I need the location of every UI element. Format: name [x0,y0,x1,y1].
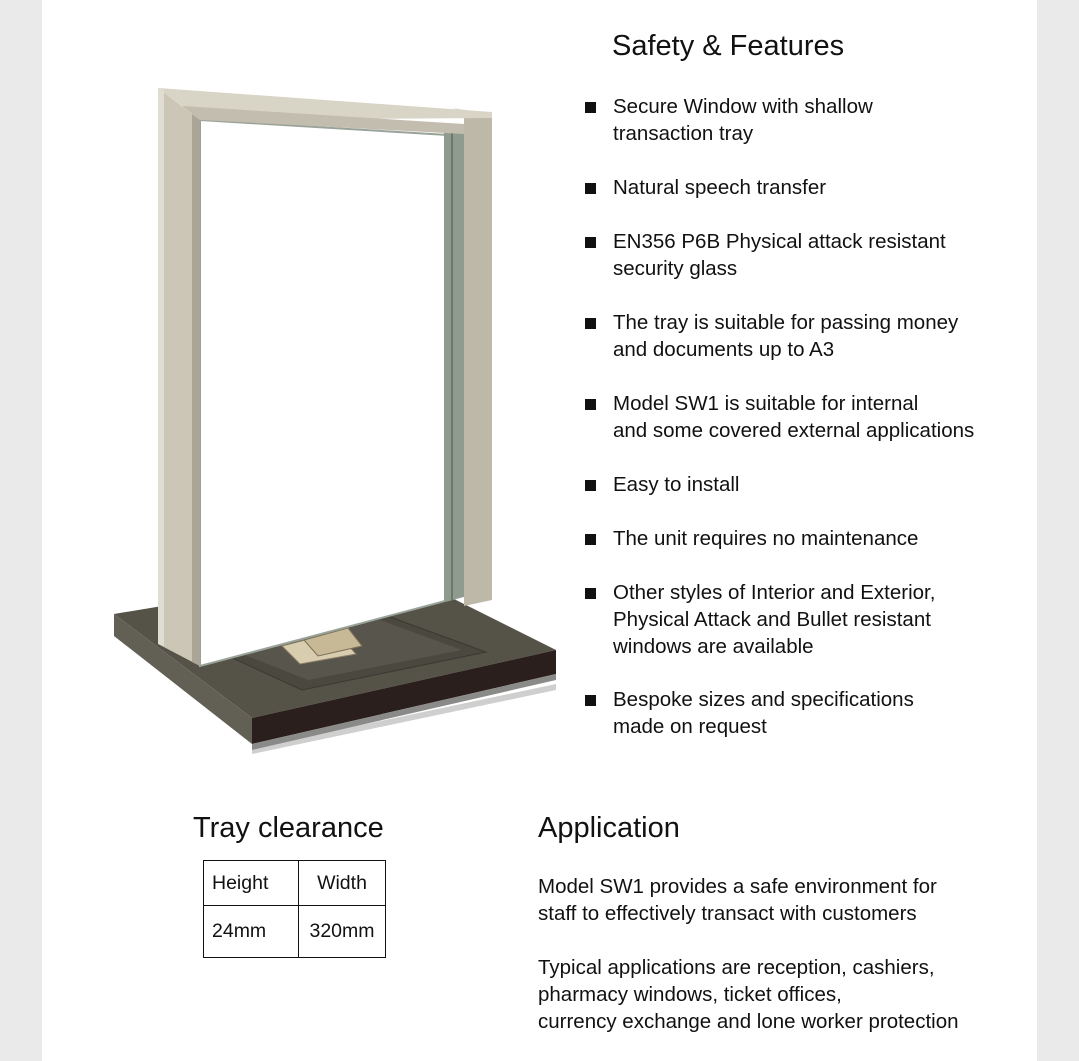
feature-text: EN356 P6B Physical attack resistant [613,230,946,253]
feature-text: Other styles of Interior and Exterior, [613,581,936,604]
application-title: Application [538,812,680,844]
feature-text: security glass [613,257,738,280]
application-text: pharmacy windows, ticket offices, [538,983,842,1006]
square-bullet-icon [585,102,596,113]
feature-text: The tray is suitable for passing money [613,311,959,334]
width-header: Width [299,861,386,906]
feature-text: The unit requires no maintenance [613,527,919,550]
features-title: Safety & Features [612,30,845,62]
square-bullet-icon [585,534,596,545]
width-value: 320mm [299,906,386,958]
feature-text: Model SW1 is suitable for internal [613,392,919,415]
feature-text: Natural speech transfer [613,176,827,199]
feature-item [582,525,1022,552]
table-row [204,906,386,958]
application-paragraph [538,873,1018,927]
square-bullet-icon [585,480,596,491]
application-text: staff to effectively transact with customers [538,902,917,925]
application-text: Typical applications are reception, cashiers, [538,956,935,979]
feature-item [582,228,1022,282]
feature-item [582,93,1022,147]
feature-text: Easy to install [613,473,740,496]
security-window-product-image [112,84,560,756]
tray-clearance-table [203,860,386,958]
application-text: currency exchange and lone worker protection [538,1010,959,1033]
feature-item [582,390,1022,444]
square-bullet-icon [585,183,596,194]
features-list [582,93,1022,740]
feature-text: made on request [613,715,767,738]
application-text: Model SW1 provides a safe environment for [538,875,937,898]
feature-item [582,471,1022,498]
feature-text: Bespoke sizes and specifications [613,688,914,711]
feature-item [582,686,1022,740]
feature-text: and some covered external applications [613,419,975,442]
feature-text: and documents up to A3 [613,338,835,361]
height-value: 24mm [204,906,299,958]
feature-text: Secure Window with shallow [613,95,873,118]
tray-clearance-title: Tray clearance [193,812,384,844]
application-paragraph [538,954,1018,1035]
feature-item [582,309,1022,363]
feature-item [582,174,1022,201]
square-bullet-icon [585,318,596,329]
feature-item [582,579,1022,660]
square-bullet-icon [585,237,596,248]
square-bullet-icon [585,695,596,706]
square-bullet-icon [585,588,596,599]
table-header-row [204,861,386,906]
feature-text: transaction tray [613,122,754,145]
feature-text: windows are available [613,635,814,658]
square-bullet-icon [585,399,596,410]
feature-text: Physical Attack and Bullet resistant [613,608,931,631]
height-header: Height [204,861,299,906]
